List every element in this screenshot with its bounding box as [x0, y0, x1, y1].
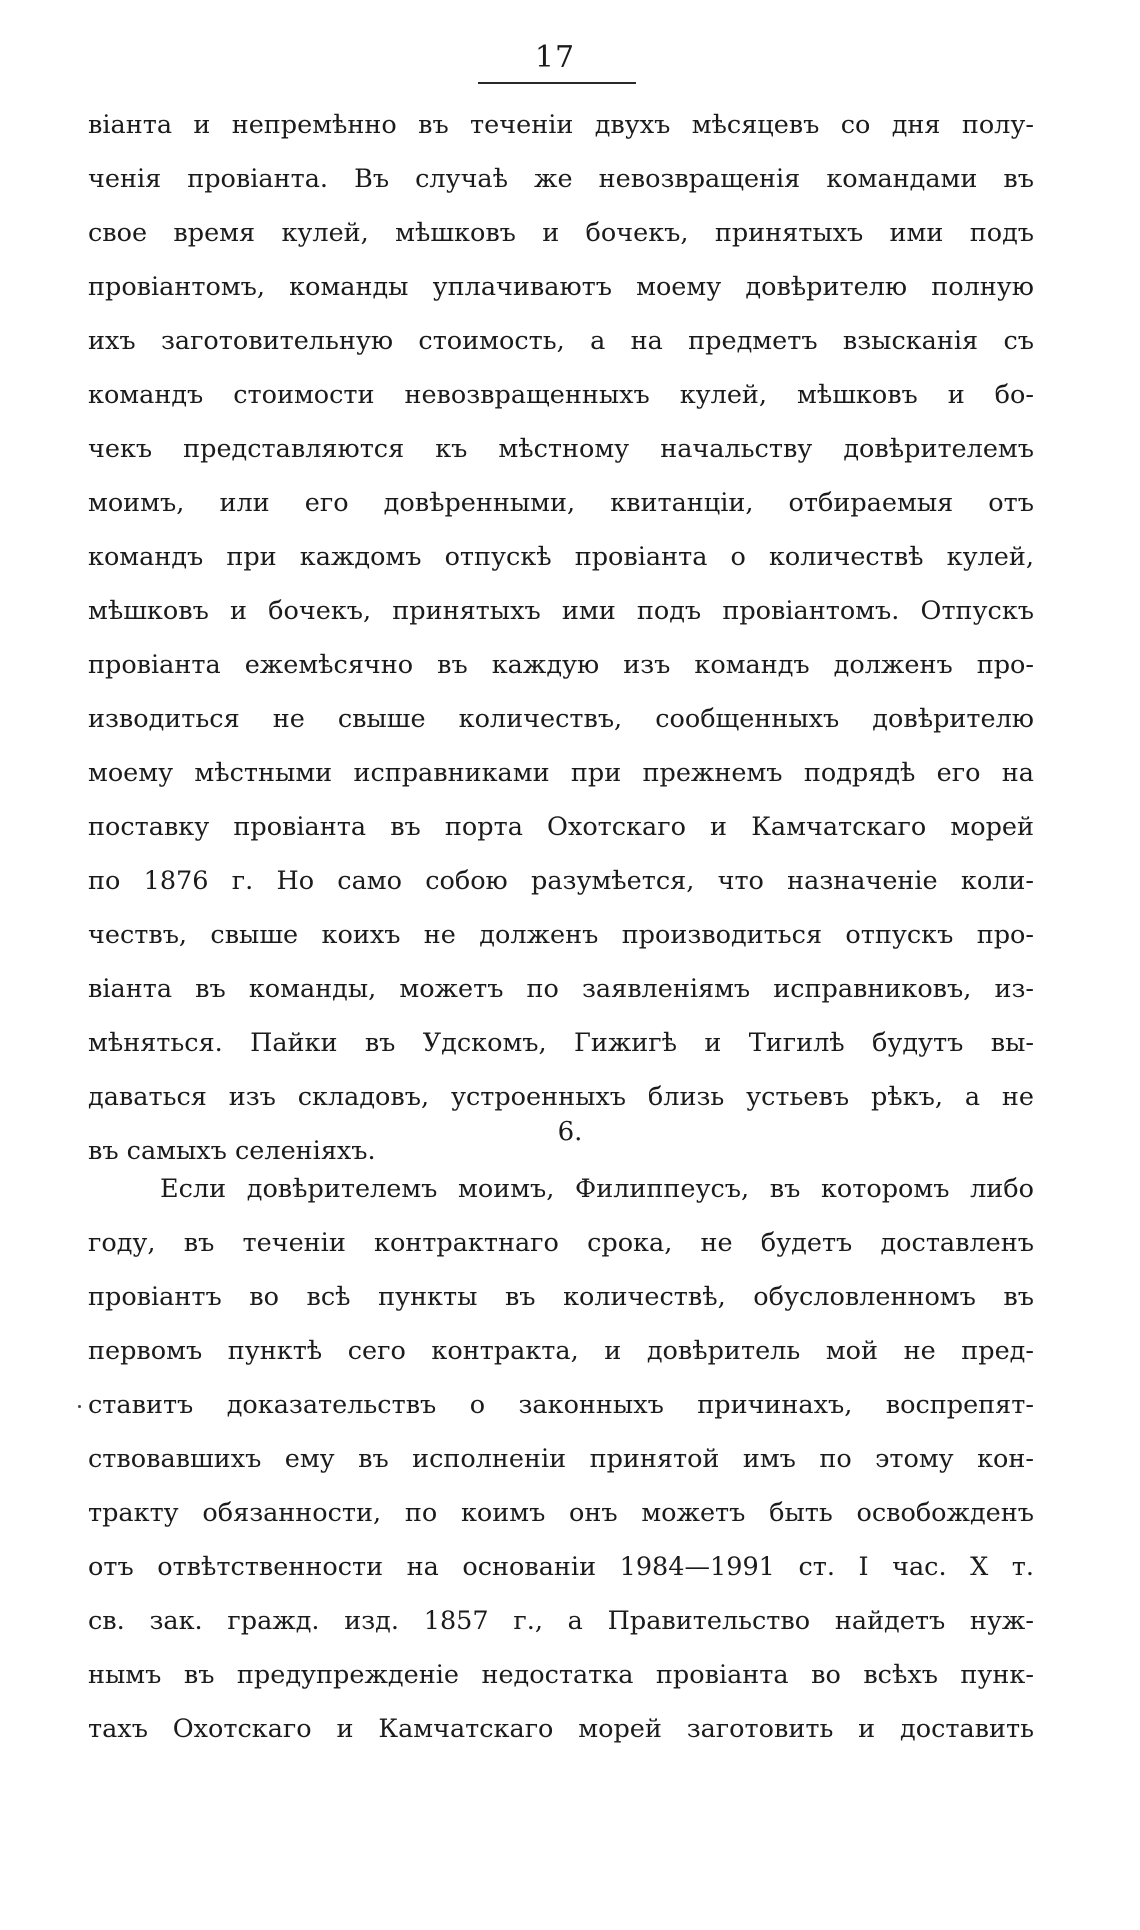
page-number: 17	[534, 40, 576, 75]
text-line: провіанта ежемѣсячно въ каждую изъ командъ долженъ про-	[88, 650, 1034, 680]
text-line: ставитъ доказательствъ о законныхъ причинахъ, воспрепят-	[88, 1390, 1034, 1420]
text-line: нымъ въ предупрежденіе недостатка провіанта во всѣхъ пунк-	[88, 1660, 1034, 1690]
text-line: тракту обязанности, по коимъ онъ можетъ быть освобожденъ	[88, 1498, 1034, 1528]
text-line: моимъ, или его довѣренными, квитанціи, отбираемыя отъ	[88, 488, 1034, 518]
text-line: Если довѣрителемъ моимъ, Филиппеусъ, въ которомъ либо	[160, 1174, 1034, 1204]
text-line: ствовавшихъ ему въ исполненіи принятой имъ по этому кон-	[88, 1444, 1034, 1474]
text-line: изводиться не свыше количествъ, сообщенныхъ довѣрителю	[88, 704, 1034, 734]
text-line: тахъ Охотскаго и Камчатскаго морей заготовить и доставить	[88, 1714, 1034, 1744]
text-line: мѣняться. Пайки въ Удскомъ, Гижигѣ и Тигилѣ будутъ вы-	[88, 1028, 1034, 1058]
text-line: провіантъ во всѣ пункты въ количествѣ, обусловленномъ въ	[88, 1282, 1034, 1312]
text-line: первомъ пунктѣ сего контракта, и довѣритель мой не пред-	[88, 1336, 1034, 1366]
text-line: свое время кулей, мѣшковъ и бочекъ, принятыхъ ими подъ	[88, 218, 1034, 248]
text-line: чекъ представляются къ мѣстному начальству довѣрителемъ	[88, 434, 1034, 464]
text-line: командъ при каждомъ отпускѣ провіанта о количествѣ кулей,	[88, 542, 1034, 572]
section-number: 6.	[557, 1117, 583, 1147]
text-line: моему мѣстными исправниками при прежнемъ подрядѣ его на	[88, 758, 1034, 788]
text-line: віанта въ команды, можетъ по заявленіямъ исправниковъ, из-	[88, 974, 1034, 1004]
text-line: віанта и непремѣнно въ теченіи двухъ мѣсяцевъ со дня полу-	[88, 110, 1034, 140]
text-line: чествъ, свыше коихъ не долженъ производиться отпускъ про-	[88, 920, 1034, 950]
text-line: св. зак. гражд. изд. 1857 г., а Правительство найдетъ нуж-	[88, 1606, 1034, 1636]
text-line: командъ стоимости невозвращенныхъ кулей, мѣшковъ и бо-	[88, 380, 1034, 410]
text-line: провіантомъ, команды уплачиваютъ моему довѣрителю полную	[88, 272, 1034, 302]
margin-speck	[78, 1405, 81, 1408]
paragraph-continued	[88, 98, 1034, 1178]
text-line: даваться изъ складовъ, устроенныхъ близь устьевъ рѣкъ, а не	[88, 1082, 1034, 1112]
text-line: ихъ заготовительную стоимость, а на предметъ взысканія съ	[88, 326, 1034, 356]
text-line: году, въ теченіи контрактнаго срока, не будетъ доставленъ	[88, 1228, 1034, 1258]
text-line: отъ отвѣтственности на основаніи 1984—1991 ст. I час. X т.	[88, 1552, 1034, 1582]
text-line: поставку провіанта въ порта Охотскаго и Камчатскаго морей	[88, 812, 1034, 842]
page-number-rule	[478, 82, 636, 84]
paragraph-section-6	[88, 1162, 1034, 1756]
text-line: по 1876 г. Но само собою разумѣется, что назначеніе коли-	[88, 866, 1034, 896]
text-line: мѣшковъ и бочекъ, принятыхъ ими подъ провіантомъ. Отпускъ	[88, 596, 1034, 626]
text-line: въ самыхъ селеніяхъ.	[88, 1136, 376, 1166]
text-line: ченія провіанта. Въ случаѣ же невозвращенія командами въ	[88, 164, 1034, 194]
